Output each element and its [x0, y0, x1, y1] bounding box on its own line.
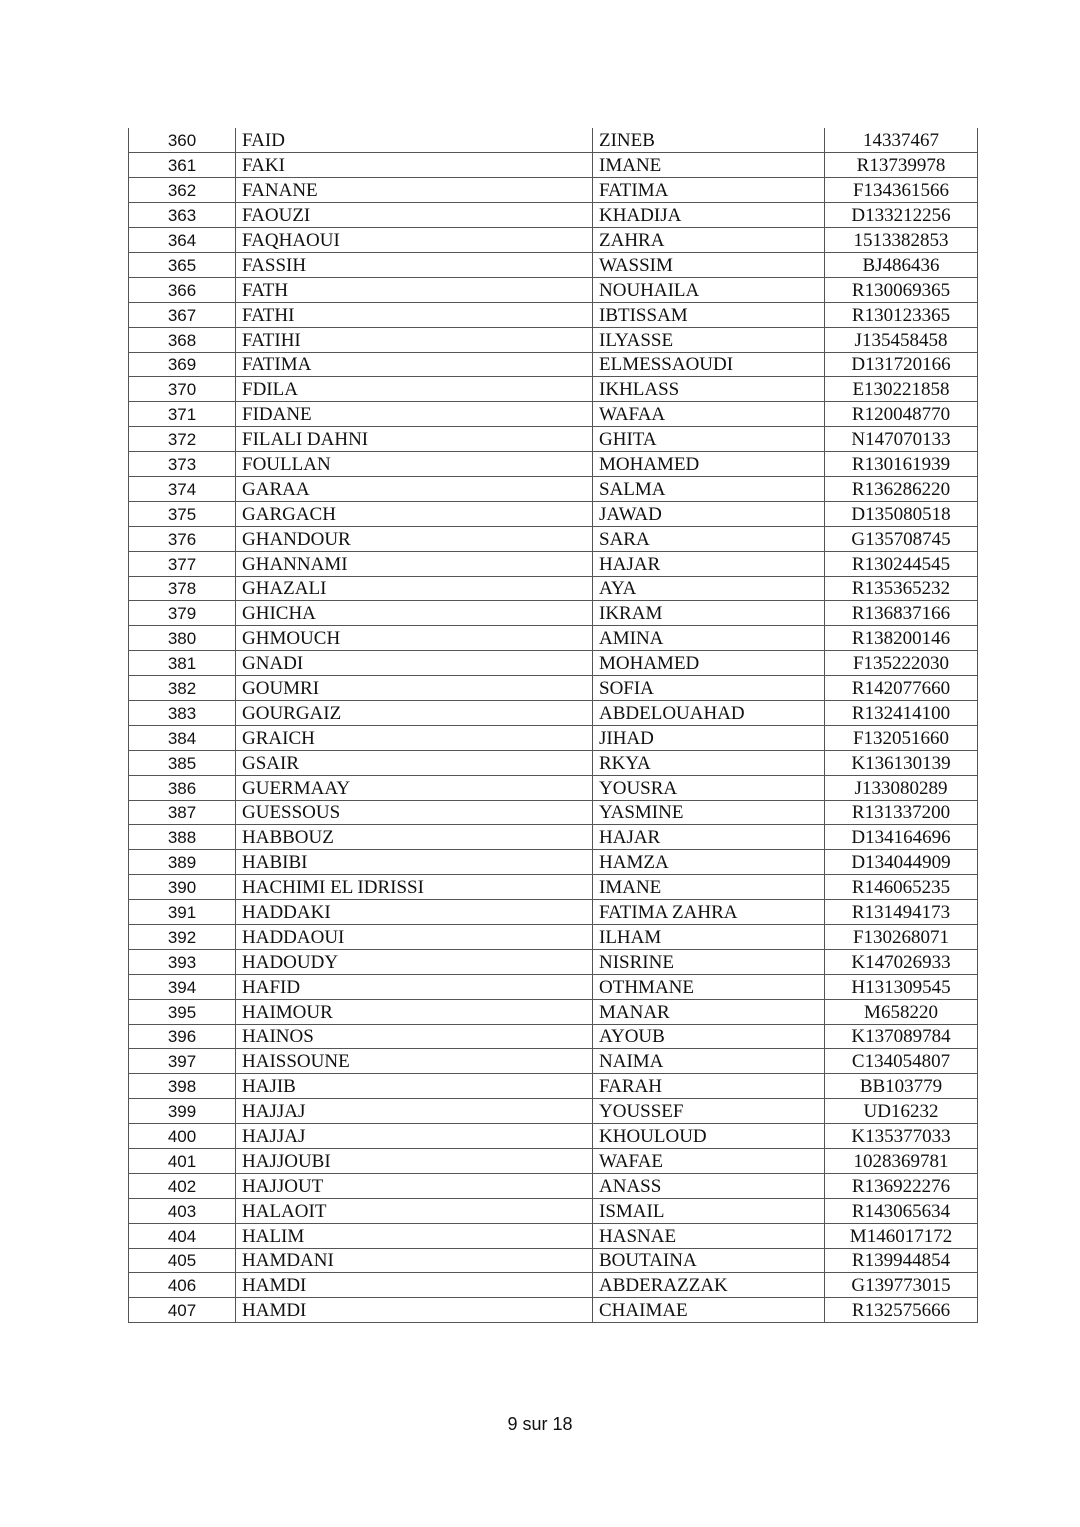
row-number-cell: 379	[129, 601, 236, 626]
last-name-cell: HAJIB	[236, 1074, 593, 1099]
id-number-cell: D131720166	[825, 352, 978, 377]
id-number-cell: G135708745	[825, 526, 978, 551]
id-number-cell: R120048770	[825, 402, 978, 427]
row-number-cell: 394	[129, 974, 236, 999]
last-name-cell: FATIHI	[236, 327, 593, 352]
last-name-cell: GHICHA	[236, 601, 593, 626]
last-name-cell: HABIBI	[236, 850, 593, 875]
first-name-cell: NAIMA	[593, 1049, 825, 1074]
id-number-cell: R132414100	[825, 700, 978, 725]
id-number-cell: R135365232	[825, 576, 978, 601]
table-row	[129, 700, 978, 725]
id-number-cell: J133080289	[825, 775, 978, 800]
row-number-cell: 380	[129, 626, 236, 651]
last-name-cell: FIDANE	[236, 402, 593, 427]
row-number-cell: 386	[129, 775, 236, 800]
first-name-cell: YASMINE	[593, 800, 825, 825]
last-name-cell: FOULLAN	[236, 452, 593, 477]
id-number-cell: R130244545	[825, 551, 978, 576]
row-number-cell: 371	[129, 402, 236, 427]
first-name-cell: FATIMA ZAHRA	[593, 900, 825, 925]
id-number-cell: R136922276	[825, 1173, 978, 1198]
id-number-cell: R136286220	[825, 476, 978, 501]
table-row	[129, 1024, 978, 1049]
table-row	[129, 1273, 978, 1298]
table-row	[129, 153, 978, 178]
row-number-cell: 393	[129, 949, 236, 974]
first-name-cell: MOHAMED	[593, 452, 825, 477]
table-row	[129, 900, 978, 925]
first-name-cell: JAWAD	[593, 501, 825, 526]
last-name-cell: HAJJAJ	[236, 1124, 593, 1149]
last-name-cell: GOUMRI	[236, 676, 593, 701]
id-number-cell: R131337200	[825, 800, 978, 825]
first-name-cell: RKYA	[593, 750, 825, 775]
last-name-cell: FAID	[236, 128, 593, 153]
table-row	[129, 302, 978, 327]
first-name-cell: KHOULOUD	[593, 1124, 825, 1149]
row-number-cell: 387	[129, 800, 236, 825]
table-row	[129, 1049, 978, 1074]
row-number-cell: 396	[129, 1024, 236, 1049]
first-name-cell: BOUTAINA	[593, 1248, 825, 1273]
last-name-cell: FDILA	[236, 377, 593, 402]
row-number-cell: 382	[129, 676, 236, 701]
first-name-cell: FARAH	[593, 1074, 825, 1099]
id-number-cell: E130221858	[825, 377, 978, 402]
id-number-cell: M658220	[825, 999, 978, 1024]
row-number-cell: 383	[129, 700, 236, 725]
row-number-cell: 392	[129, 925, 236, 950]
table-row	[129, 974, 978, 999]
table-row	[129, 1248, 978, 1273]
first-name-cell: GHITA	[593, 427, 825, 452]
first-name-cell: WAFAA	[593, 402, 825, 427]
first-name-cell: HASNAE	[593, 1223, 825, 1248]
table-row	[129, 1198, 978, 1223]
table-row	[129, 452, 978, 477]
first-name-cell: MOHAMED	[593, 651, 825, 676]
id-number-cell: R13739978	[825, 153, 978, 178]
row-number-cell: 390	[129, 875, 236, 900]
id-number-cell: C134054807	[825, 1049, 978, 1074]
table-row	[129, 352, 978, 377]
table-row	[129, 800, 978, 825]
row-number-cell: 365	[129, 252, 236, 277]
id-number-cell: M146017172	[825, 1223, 978, 1248]
row-number-cell: 377	[129, 551, 236, 576]
last-name-cell: HAFID	[236, 974, 593, 999]
first-name-cell: IMANE	[593, 875, 825, 900]
id-number-cell: J135458458	[825, 327, 978, 352]
table-row	[129, 476, 978, 501]
table-row	[129, 999, 978, 1024]
id-number-cell: R138200146	[825, 626, 978, 651]
last-name-cell: HAJJAJ	[236, 1099, 593, 1124]
last-name-cell: FATH	[236, 277, 593, 302]
table-row	[129, 651, 978, 676]
row-number-cell: 378	[129, 576, 236, 601]
row-number-cell: 389	[129, 850, 236, 875]
id-number-cell: F132051660	[825, 725, 978, 750]
last-name-cell: HAINOS	[236, 1024, 593, 1049]
id-number-cell: H131309545	[825, 974, 978, 999]
last-name-cell: FATIMA	[236, 352, 593, 377]
last-name-cell: FASSIH	[236, 252, 593, 277]
first-name-cell: ELMESSAOUDI	[593, 352, 825, 377]
row-number-cell: 401	[129, 1149, 236, 1174]
table-row	[129, 1099, 978, 1124]
last-name-cell: HADDAOUI	[236, 925, 593, 950]
last-name-cell: GHAZALI	[236, 576, 593, 601]
id-number-cell: 14337467	[825, 128, 978, 153]
first-name-cell: ILHAM	[593, 925, 825, 950]
row-number-cell: 360	[129, 128, 236, 153]
first-name-cell: ANASS	[593, 1173, 825, 1198]
last-name-cell: GUERMAAY	[236, 775, 593, 800]
table-row	[129, 551, 978, 576]
last-name-cell: FILALI DAHNI	[236, 427, 593, 452]
first-name-cell: IMANE	[593, 153, 825, 178]
table-row	[129, 327, 978, 352]
id-number-cell: R131494173	[825, 900, 978, 925]
id-number-cell: R130161939	[825, 452, 978, 477]
id-number-cell: BB103779	[825, 1074, 978, 1099]
row-number-cell: 368	[129, 327, 236, 352]
id-number-cell: K137089784	[825, 1024, 978, 1049]
row-number-cell: 361	[129, 153, 236, 178]
row-number-cell: 395	[129, 999, 236, 1024]
row-number-cell: 367	[129, 302, 236, 327]
last-name-cell: HACHIMI EL IDRISSI	[236, 875, 593, 900]
id-number-cell: BJ486436	[825, 252, 978, 277]
first-name-cell: YOUSSEF	[593, 1099, 825, 1124]
row-number-cell: 362	[129, 178, 236, 203]
table-row	[129, 825, 978, 850]
table-row	[129, 850, 978, 875]
last-name-cell: HAJJOUBI	[236, 1149, 593, 1174]
last-name-cell: GOURGAIZ	[236, 700, 593, 725]
first-name-cell: IKRAM	[593, 601, 825, 626]
table-row	[129, 949, 978, 974]
table-row	[129, 228, 978, 253]
last-name-cell: HAMDANI	[236, 1248, 593, 1273]
table-row	[129, 1074, 978, 1099]
id-number-cell: R142077660	[825, 676, 978, 701]
row-number-cell: 402	[129, 1173, 236, 1198]
first-name-cell: MANAR	[593, 999, 825, 1024]
last-name-cell: GHMOUCH	[236, 626, 593, 651]
last-name-cell: HAJJOUT	[236, 1173, 593, 1198]
id-number-cell: R146065235	[825, 875, 978, 900]
first-name-cell: IKHLASS	[593, 377, 825, 402]
row-number-cell: 366	[129, 277, 236, 302]
id-number-cell: F135222030	[825, 651, 978, 676]
last-name-cell: GARGACH	[236, 501, 593, 526]
first-name-cell: WAFAE	[593, 1149, 825, 1174]
id-number-cell: 1513382853	[825, 228, 978, 253]
first-name-cell: NOUHAILA	[593, 277, 825, 302]
table-row	[129, 1149, 978, 1174]
row-number-cell: 397	[129, 1049, 236, 1074]
id-number-cell: D134044909	[825, 850, 978, 875]
last-name-cell: FAOUZI	[236, 203, 593, 228]
first-name-cell: ABDERAZZAK	[593, 1273, 825, 1298]
page-number: 9 sur 18	[507, 1414, 573, 1434]
first-name-cell: YOUSRA	[593, 775, 825, 800]
first-name-cell: ZINEB	[593, 128, 825, 153]
row-number-cell: 376	[129, 526, 236, 551]
last-name-cell: HALAOIT	[236, 1198, 593, 1223]
last-name-cell: FATHI	[236, 302, 593, 327]
table-row	[129, 128, 978, 153]
first-name-cell: NISRINE	[593, 949, 825, 974]
id-number-cell: D133212256	[825, 203, 978, 228]
table-row	[129, 501, 978, 526]
table-row	[129, 178, 978, 203]
last-name-cell: HALIM	[236, 1223, 593, 1248]
table-row	[129, 601, 978, 626]
row-number-cell: 363	[129, 203, 236, 228]
first-name-cell: OTHMANE	[593, 974, 825, 999]
row-number-cell: 375	[129, 501, 236, 526]
id-number-cell: R132575666	[825, 1298, 978, 1323]
table-row	[129, 427, 978, 452]
table-row	[129, 576, 978, 601]
first-name-cell: HAJAR	[593, 825, 825, 850]
table-row	[129, 1173, 978, 1198]
last-name-cell: GHANNAMI	[236, 551, 593, 576]
last-name-cell: HABBOUZ	[236, 825, 593, 850]
row-number-cell: 398	[129, 1074, 236, 1099]
first-name-cell: IBTISSAM	[593, 302, 825, 327]
id-number-cell: F134361566	[825, 178, 978, 203]
row-number-cell: 404	[129, 1223, 236, 1248]
last-name-cell: GUESSOUS	[236, 800, 593, 825]
table-row	[129, 252, 978, 277]
id-number-cell: R143065634	[825, 1198, 978, 1223]
id-number-cell: K147026933	[825, 949, 978, 974]
last-name-cell: GSAIR	[236, 750, 593, 775]
candidate-list-table	[128, 128, 978, 1323]
table-row	[129, 626, 978, 651]
row-number-cell: 381	[129, 651, 236, 676]
row-number-cell: 370	[129, 377, 236, 402]
table-row	[129, 875, 978, 900]
first-name-cell: SARA	[593, 526, 825, 551]
table-row	[129, 725, 978, 750]
table-row	[129, 775, 978, 800]
first-name-cell: KHADIJA	[593, 203, 825, 228]
first-name-cell: ABDELOUAHAD	[593, 700, 825, 725]
row-number-cell: 403	[129, 1198, 236, 1223]
id-number-cell: K136130139	[825, 750, 978, 775]
last-name-cell: HAMDI	[236, 1298, 593, 1323]
id-number-cell: F130268071	[825, 925, 978, 950]
row-number-cell: 374	[129, 476, 236, 501]
row-number-cell: 385	[129, 750, 236, 775]
first-name-cell: CHAIMAE	[593, 1298, 825, 1323]
first-name-cell: JIHAD	[593, 725, 825, 750]
last-name-cell: GARAA	[236, 476, 593, 501]
first-name-cell: SALMA	[593, 476, 825, 501]
last-name-cell: FANANE	[236, 178, 593, 203]
first-name-cell: ILYASSE	[593, 327, 825, 352]
table-row	[129, 750, 978, 775]
last-name-cell: HAMDI	[236, 1273, 593, 1298]
id-number-cell: D134164696	[825, 825, 978, 850]
row-number-cell: 391	[129, 900, 236, 925]
id-number-cell: D135080518	[825, 501, 978, 526]
first-name-cell: AYOUB	[593, 1024, 825, 1049]
row-number-cell: 372	[129, 427, 236, 452]
last-name-cell: FAQHAOUI	[236, 228, 593, 253]
table-row	[129, 1298, 978, 1323]
first-name-cell: AMINA	[593, 626, 825, 651]
row-number-cell: 388	[129, 825, 236, 850]
id-number-cell: R139944854	[825, 1248, 978, 1273]
row-number-cell: 369	[129, 352, 236, 377]
last-name-cell: HAISSOUNE	[236, 1049, 593, 1074]
last-name-cell: GRAICH	[236, 725, 593, 750]
row-number-cell: 400	[129, 1124, 236, 1149]
row-number-cell: 373	[129, 452, 236, 477]
first-name-cell: HAMZA	[593, 850, 825, 875]
last-name-cell: GHANDOUR	[236, 526, 593, 551]
first-name-cell: HAJAR	[593, 551, 825, 576]
table-row	[129, 402, 978, 427]
last-name-cell: GNADI	[236, 651, 593, 676]
id-number-cell: UD16232	[825, 1099, 978, 1124]
candidate-list-body	[129, 128, 978, 1323]
table-row	[129, 676, 978, 701]
first-name-cell: ZAHRA	[593, 228, 825, 253]
table-row	[129, 203, 978, 228]
id-number-cell: 1028369781	[825, 1149, 978, 1174]
table-row	[129, 377, 978, 402]
row-number-cell: 405	[129, 1248, 236, 1273]
last-name-cell: HAIMOUR	[236, 999, 593, 1024]
row-number-cell: 399	[129, 1099, 236, 1124]
table-row	[129, 526, 978, 551]
row-number-cell: 384	[129, 725, 236, 750]
table-row	[129, 1223, 978, 1248]
id-number-cell: G139773015	[825, 1273, 978, 1298]
first-name-cell: FATIMA	[593, 178, 825, 203]
id-number-cell: K135377033	[825, 1124, 978, 1149]
last-name-cell: HADOUDY	[236, 949, 593, 974]
first-name-cell: SOFIA	[593, 676, 825, 701]
last-name-cell: HADDAKI	[236, 900, 593, 925]
row-number-cell: 407	[129, 1298, 236, 1323]
table-row	[129, 277, 978, 302]
id-number-cell: N147070133	[825, 427, 978, 452]
last-name-cell: FAKI	[236, 153, 593, 178]
first-name-cell: AYA	[593, 576, 825, 601]
table-row	[129, 925, 978, 950]
first-name-cell: ISMAIL	[593, 1198, 825, 1223]
id-number-cell: R130069365	[825, 277, 978, 302]
row-number-cell: 364	[129, 228, 236, 253]
table-row	[129, 1124, 978, 1149]
row-number-cell: 406	[129, 1273, 236, 1298]
id-number-cell: R130123365	[825, 302, 978, 327]
id-number-cell: R136837166	[825, 601, 978, 626]
first-name-cell: WASSIM	[593, 252, 825, 277]
